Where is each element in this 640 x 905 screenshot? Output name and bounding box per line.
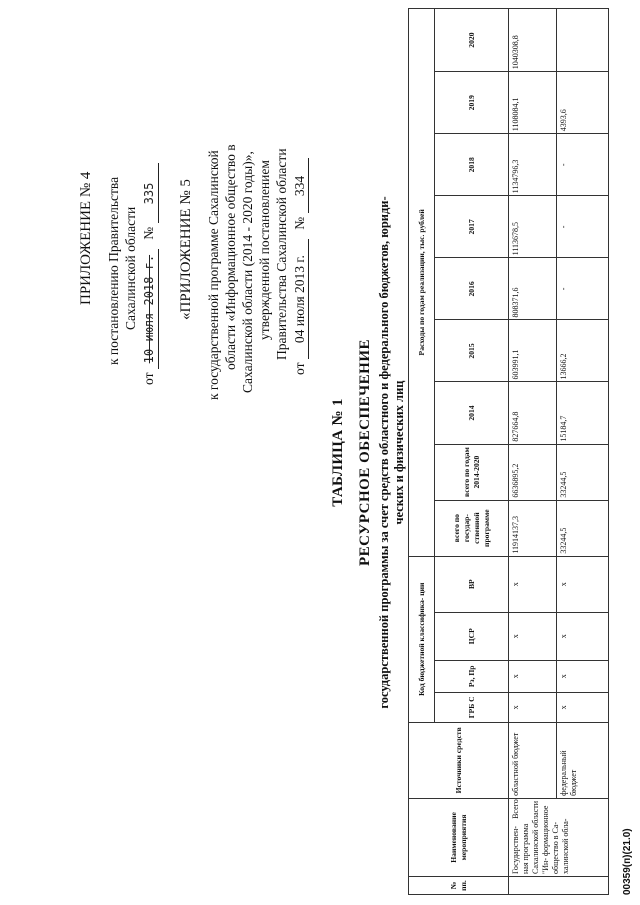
- annex4-date-line: [140, 164, 159, 386]
- header-grbs: ГРБ С: [435, 692, 509, 722]
- cell-2017: 1113678,5: [509, 196, 557, 258]
- cell-total-years: 6636895,2: [509, 444, 557, 500]
- header-total-program: всего по государ- ственной программе: [435, 500, 509, 556]
- annex5-line1: к государственной программе Сахалинской: [206, 150, 221, 400]
- cell-total-years: 33244,5: [557, 444, 609, 500]
- table-row: [509, 9, 557, 895]
- program-total-label: Всего: [511, 799, 520, 819]
- header-rzpr: Рз, Пр: [435, 660, 509, 692]
- annex5-line5: Правительства Сахалинской области: [274, 148, 289, 360]
- header-no: № пп.: [409, 876, 509, 894]
- annex5-line4: утвержденной постановлением: [257, 160, 272, 340]
- header-name: Наименование мероприятия: [409, 798, 509, 876]
- cell-rzpr: x: [557, 660, 609, 692]
- program-name: Государствен- ная программа Сахалинской области "Ин- формационное общество в Са- халинской обла-: [511, 800, 570, 874]
- cell-2014: 827664,8: [509, 382, 557, 444]
- header-year-2015: 2015: [435, 320, 509, 382]
- header-csr: ЦСР: [435, 612, 509, 660]
- cell-2019: 4393,6: [557, 72, 609, 134]
- cell-2020: 1040308,8: [509, 9, 557, 72]
- annex5-no-label: №: [292, 216, 307, 230]
- header-expenses: Расходы по годам реализации, тыс. рублей: [409, 9, 435, 557]
- cell-program-name: [509, 798, 609, 876]
- table-number: ТАБЛИЦА № 1: [330, 398, 346, 507]
- header-total-years: всего по годам 2014-2020: [435, 444, 509, 500]
- header-year-2020: 2020: [435, 9, 509, 72]
- cell-no: [509, 876, 609, 894]
- annex4-line2: Сахалинской области: [123, 206, 138, 330]
- table-heading: РЕСУРСНОЕ ОБЕСПЕЧЕНИЕ: [357, 338, 373, 567]
- cell-vr: x: [557, 556, 609, 612]
- table-subheading-2: ческих и физических лиц: [392, 380, 406, 525]
- annex5-line2: области «Информационное общество в: [223, 144, 238, 370]
- cell-2016: 808371,6: [509, 258, 557, 320]
- table-header-row-1: [409, 9, 435, 895]
- cell-2020: [557, 9, 609, 72]
- annex5-number: 334: [291, 159, 309, 214]
- cell-csr: x: [509, 612, 557, 660]
- table-title-block: [330, 60, 407, 845]
- cell-csr: x: [557, 612, 609, 660]
- annex5-from-label: от: [292, 362, 307, 375]
- footer-code: 00359(п)(21.0): [622, 828, 633, 895]
- cell-total-program: 11914137,3: [509, 500, 557, 556]
- cell-2018: -: [557, 134, 609, 196]
- cell-source: областной бюджет: [509, 722, 557, 798]
- cell-vr: x: [509, 556, 557, 612]
- table-subheading-1: государственной программы за счет средств областного и федерального бюджетов, юриди-: [377, 196, 391, 709]
- header-year-2014: 2014: [435, 382, 509, 444]
- annex4-title: ПРИЛОЖЕНИЕ № 4: [78, 171, 94, 305]
- header-year-2019: 2019: [435, 72, 509, 134]
- annex4-number: 335: [141, 164, 159, 224]
- cell-rzpr: x: [509, 660, 557, 692]
- cell-2016: -: [557, 258, 609, 320]
- cell-2015: 603991,1: [509, 320, 557, 382]
- cell-total-program: 33244,5: [557, 500, 609, 556]
- header-vr: ВР: [435, 556, 509, 612]
- cell-source: федеральный бюджет: [557, 722, 609, 798]
- annex4-line1: к постановлению Правительства: [106, 176, 121, 365]
- annex5-title: «ПРИЛОЖЕНИЕ № 5: [178, 179, 194, 320]
- header-year-2016: 2016: [435, 258, 509, 320]
- table-row: [557, 9, 609, 895]
- annex5-date-line: [291, 159, 309, 376]
- annex4-date: 10 июля 2018 г.: [141, 249, 159, 369]
- cell-grbs: x: [509, 692, 557, 722]
- cell-2015: 13666,2: [557, 320, 609, 382]
- annex5-line3: Сахалинской области (2014 - 2020 годы)»,: [240, 151, 255, 393]
- header-year-2017: 2017: [435, 196, 509, 258]
- annex4-from-label: от: [141, 372, 156, 385]
- resource-table: [408, 8, 609, 895]
- cell-2019: 1108084,1: [509, 72, 557, 134]
- cell-grbs: x: [557, 692, 609, 722]
- header-source: Источники средств: [409, 722, 509, 798]
- cell-2017: -: [557, 196, 609, 258]
- annex4-no-label: №: [141, 226, 156, 240]
- cell-2018: 1134796,3: [509, 134, 557, 196]
- annex5-date: 04 июля 2013 г.: [291, 239, 309, 359]
- header-kbk: Код бюджетной классифика- ции: [409, 556, 435, 722]
- header-year-2018: 2018: [435, 134, 509, 196]
- cell-2014: 15184,7: [557, 382, 609, 444]
